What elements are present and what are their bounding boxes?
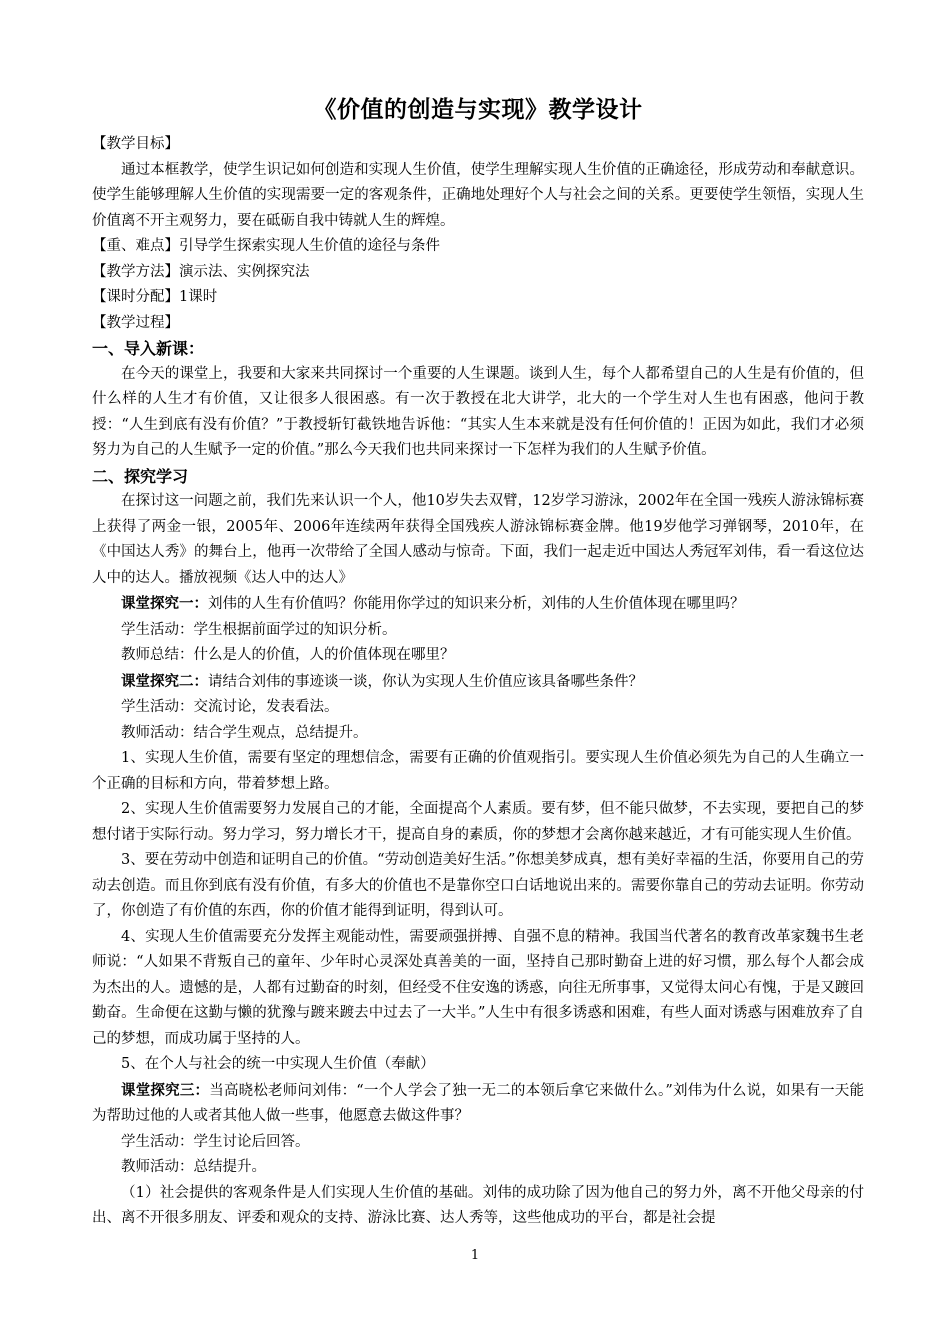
point-2: 2、实现人生价值需要努力发展自己的才能，全面提高个人素质。要有梦，但不能只做梦，不去实现，要把自己的梦想付诸于实际行动。努力学习，努力增长才干，提高自身的素质，你的梦想才会离你越来越近，才有可能实现人生价值。 [92, 801, 864, 843]
inquiry3-text: 当高晓松老师问刘伟：“一个人学会了独一无二的本领后拿它来做什么。”刘伟为什么说，如果有一天能为帮助过他的人或者其他人做一些事，他愿意去做这件事？ [92, 1082, 865, 1124]
process-heading: 【教学过程】 [92, 314, 179, 331]
inquiry1-student: 学生活动：学生根据前面学过的知识分析。 [121, 621, 397, 638]
inquiry2-text: 请结合刘伟的事迹谈一谈，你认为实现人生价值应该具备哪些条件？ [208, 673, 643, 690]
key-points: 【重、难点】引导学生探索实现人生价值的途径与条件 [92, 238, 440, 254]
page-number: 1 [470, 1248, 480, 1263]
inquiry1 [92, 591, 864, 618]
inquiry2 [92, 669, 864, 696]
inquiry3-student: 学生活动：学生讨论后回答。 [121, 1133, 310, 1150]
section2-heading: 二、探究学习 [92, 466, 189, 486]
point-3: 3、要在劳动中创造和证明自己的价值。“劳动创造美好生活。”你想美梦成真，想有美好幸福的生活，你要用自己的劳动去创造。而且你到底有没有价值，有多大的价值也不是靠你空口白话地说出来的。需要你靠自己的劳动去证明。你劳动了，你创造了有价值的东西，你的价值才能得到证明，得到认可。 [92, 852, 864, 919]
teaching-methods: 【教学方法】演示法、实例探究法 [92, 263, 310, 280]
inquiry1-label: 课堂探究一： [121, 595, 208, 612]
class-hours: 【课时分配】1课时 [92, 289, 218, 305]
point-4: 4、实现人生价值需要充分发挥主观能动性，需要顽强拼搏、自强不息的精神。我国当代著名的教育改革家魏书生老师说：“人如果不背叛自己的童年、少年时心灵深处真善美的一面，坚持自己那时勤奋上进的好习惯，那么每个人都会成为杰出的人。遗憾的是，人都有过勤奋的时刻，但经受不住安逸的诱惑，向往无所事事，又觉得太问心有愧，于是又踱回勤奋。生命便在这勤与懒的犹豫与踱来踱去中过去了一大半。”人生中有很多诱惑和困难，有些人面对诱惑与困难放弃了自己的梦想，而成功属于坚持的人。 [92, 928, 864, 1047]
section1-heading: 一、导入新课： [92, 339, 205, 358]
inquiry2-teacher: 教师活动：结合学生观点，总结提升。 [121, 724, 368, 741]
section1-text: 在今天的课堂上，我要和大家来共同探讨一个重要的人生课题。谈到人生，每个人都希望自己的人生是有价值的，但什么样的人生才有价值，又让很多人很困惑。有一次于教授在北大讲学，北大的一个学生对人生也有困惑，他问于教授：“人生到底有没有价值？”于教授斩钉截铁地告诉他：“其实人生本来就是没有任何价值的！正因为如此，我们才必须努力为自己的人生赋予一定的价值。”那么今天我们也共同来探讨一下怎样为我们的人生赋予价值。 [92, 365, 864, 458]
objectives-text: 通过本框教学，使学生识记如何创造和实现人生价值，使学生理解实现人生价值的正确途径，形成劳动和奉献意识。使学生能够理解人生价值的实现需要一定的客观条件，正确地处理好个人与社会之间的关系。更要使学生领悟，实现人生价值离不开主观努力，要在砥砺自我中铸就人生的辉煌。 [92, 161, 864, 229]
inquiry3-label: 课堂探究三： [121, 1081, 210, 1099]
document-page [92, 88, 864, 1232]
sub-point-1: （1）社会提供的客观条件是人们实现人生价值的基础。刘伟的成功除了因为他自己的努力外，离不开他父母亲的付出、离不开很多朋友、评委和观众的支持、游泳比赛、达人秀等，这些他成功的平台，都是社会提 [92, 1184, 864, 1226]
point-5: 5、在个人与社会的统一中实现人生价值（奉献） [121, 1056, 435, 1072]
section2-intro: 在探讨这一问题之前，我们先来认识一个人，他10岁失去双臂，12岁学习游泳，2002年在全国一残疾人游泳锦标赛上获得了两金一银，2005年、2006年连续两年获得全国残疾人游泳锦标赛金牌。他19岁他学习弹钢琴，2010年，在《中国达人秀》的舞台上，他再一次带给了全国人感动与惊奇。下面，我们一起走近中国达人秀冠军刘伟，看一看这位达人中的达人。播放视频《达人中的达人》 [92, 493, 864, 586]
inquiry3-teacher: 教师活动：总结提升。 [121, 1159, 266, 1175]
inquiry1-text: 刘伟的人生有价值吗？你能用你学过的知识来分析，刘伟的人生价值体现在哪里吗？ [208, 596, 745, 612]
inquiry2-label: 课堂探究二： [121, 672, 208, 690]
objectives-heading: 【教学目标】 [92, 136, 179, 152]
inquiry1-teacher: 教师总结：什么是人的价值，人的价值体现在哪里？ [121, 647, 455, 663]
document-title: 《价值的创造与实现》教学设计 [313, 96, 643, 123]
inquiry3 [92, 1078, 864, 1130]
point-1: 1、实现人生价值，需要有坚定的理想信念，需要有正确的价值观指引。要实现人生价值必须先为自己的人生确立一个正确的目标和方向，带着梦想上路。 [92, 750, 864, 792]
inquiry2-student: 学生活动：交流讨论，发表看法。 [121, 699, 339, 715]
